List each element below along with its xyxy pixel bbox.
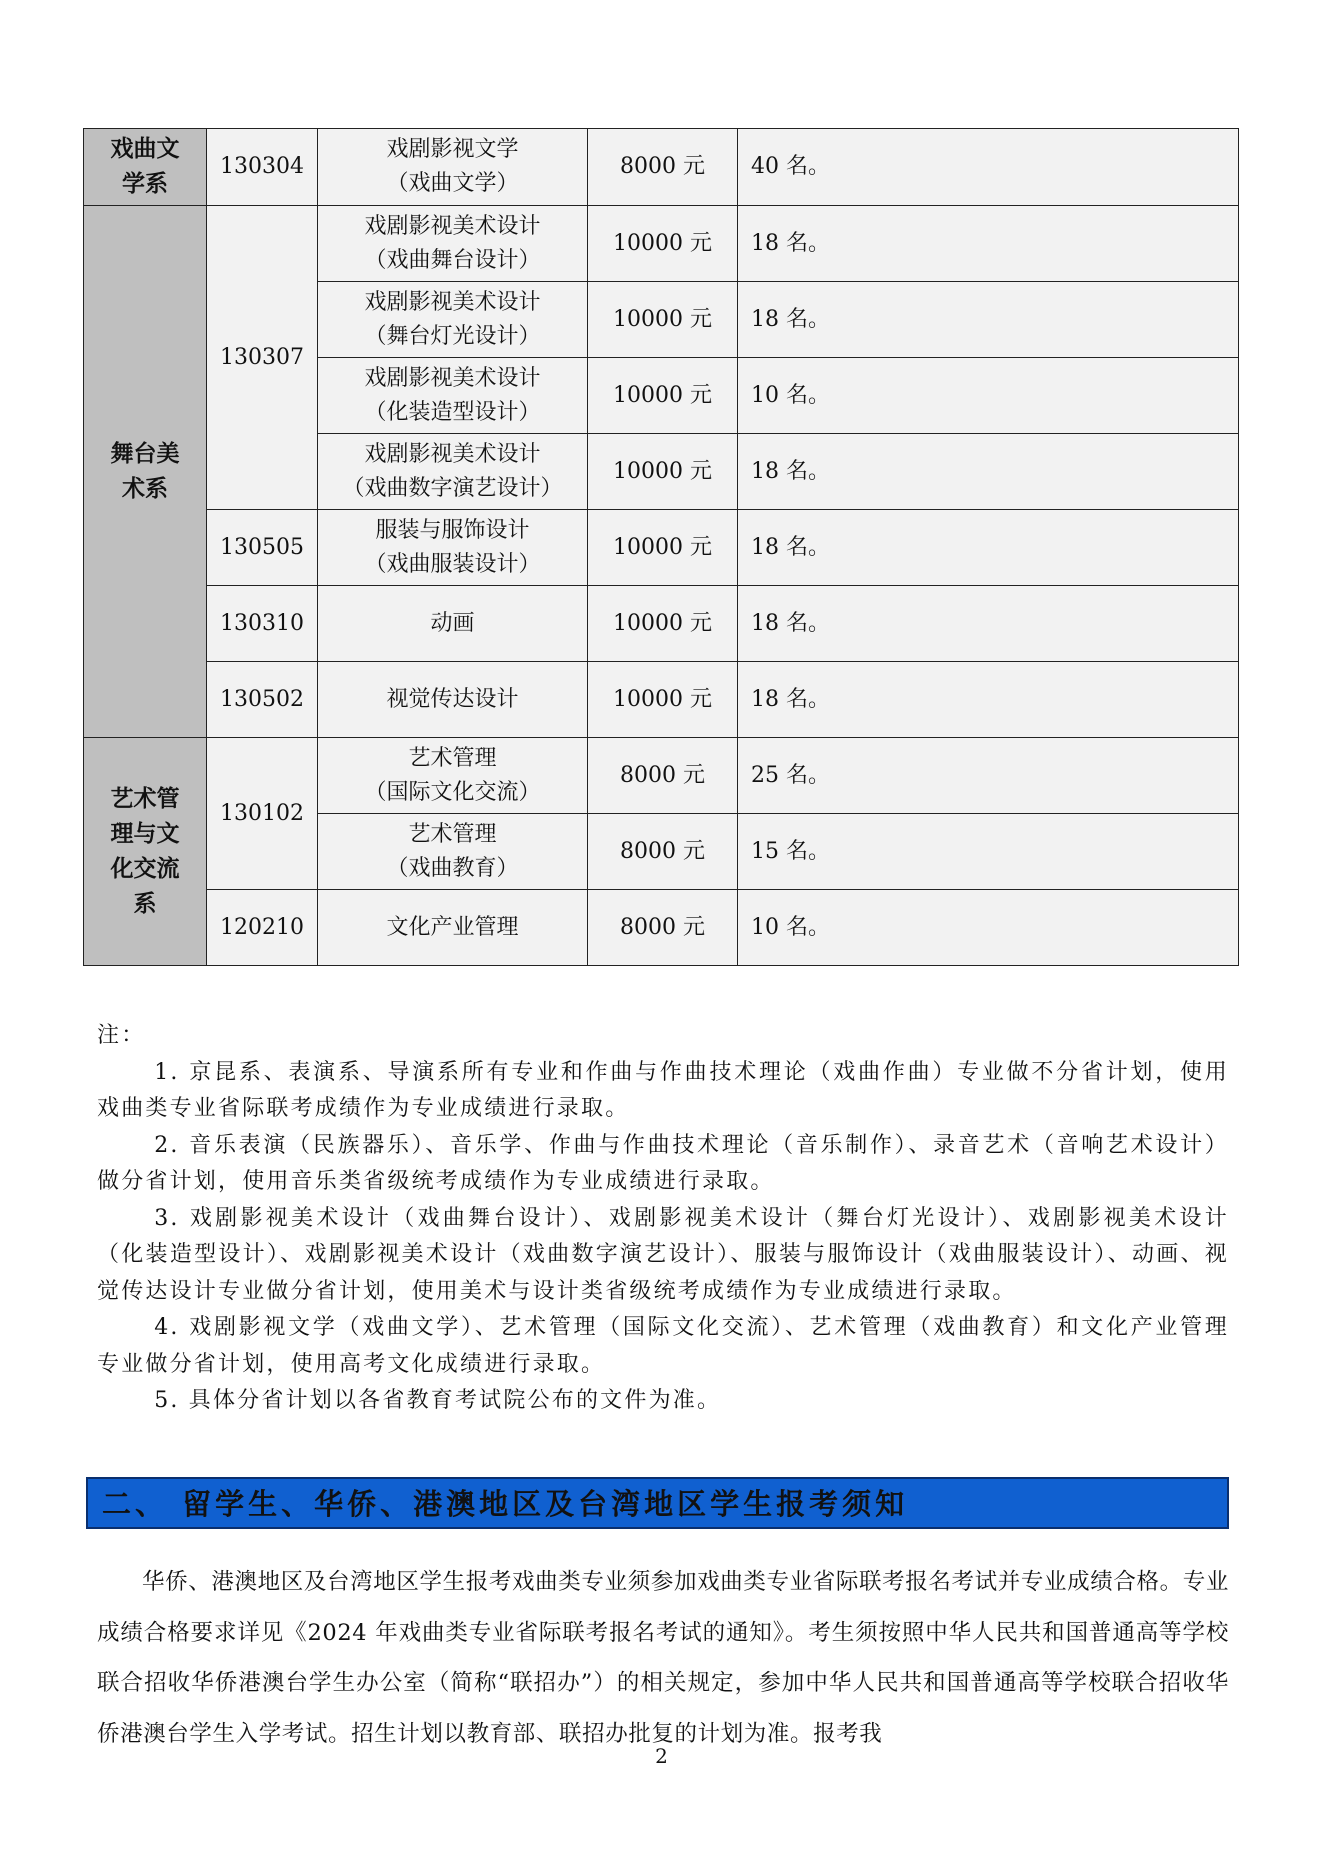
major-name-cell: 文化产业管理 (318, 890, 588, 966)
major-code-cell: 120210 (207, 890, 318, 966)
major-code-cell: 130102 (207, 738, 318, 890)
department-cell: 舞台美术系 (84, 206, 207, 738)
major-name-cell: 动画 (318, 586, 588, 662)
note-item: 4. 戏剧影视文学（戏曲文学）、艺术管理（国际文化交流）、艺术管理（戏曲教育）和文化产业管理专业做分省计划，使用高考文化成绩进行录取。 (97, 1315, 1229, 1377)
major-name-cell: 戏剧影视美术设计 （戏曲舞台设计） (318, 206, 588, 282)
note-item: 1. 京昆系、表演系、导演系所有专业和作曲与作曲技术理论（戏曲作曲）专业做不分省计划，使用戏曲类专业省际联考成绩作为专业成绩进行录取。 (97, 1059, 1229, 1121)
note-item: 2. 音乐表演（民族器乐）、音乐学、作曲与作曲技术理论（音乐制作）、录音艺术（音响艺术设计）做分省计划，使用音乐类省级统考成绩作为专业成绩进行录取。 (97, 1132, 1229, 1194)
tuition-fee-cell: 8000 元 (588, 738, 738, 814)
major-code-cell: 130304 (207, 129, 318, 206)
enrollment-quota-cell: 18 名。 (738, 206, 1239, 282)
tuition-fee-cell: 8000 元 (588, 890, 738, 966)
major-name-cell: 服装与服饰设计 （戏曲服装设计） (318, 510, 588, 586)
major-code-cell: 130502 (207, 662, 318, 738)
tuition-fee-cell: 10000 元 (588, 662, 738, 738)
enrollment-quota-cell: 18 名。 (738, 662, 1239, 738)
tuition-fee-cell: 10000 元 (588, 434, 738, 510)
notes-section (97, 1018, 1229, 1420)
major-name-cell: 戏剧影视文学 （戏曲文学） (318, 129, 588, 206)
tuition-fee-cell: 8000 元 (588, 129, 738, 206)
section-heading-bar (86, 1477, 1229, 1529)
notes-heading: 注： (97, 1023, 146, 1048)
enrollment-quota-cell: 40 名。 (738, 129, 1239, 206)
tuition-fee-cell: 10000 元 (588, 358, 738, 434)
enrollment-quota-cell: 15 名。 (738, 814, 1239, 890)
page-number: 2 (655, 1744, 668, 1768)
major-name-cell: 艺术管理 （戏曲教育） (318, 814, 588, 890)
department-cell: 艺术管理与文化交流系 (84, 738, 207, 966)
major-name-cell: 戏剧影视美术设计 （戏曲数字演艺设计） (318, 434, 588, 510)
table-row (84, 890, 1239, 966)
major-name-cell: 视觉传达设计 (318, 662, 588, 738)
enrollment-quota-cell: 10 名。 (738, 358, 1239, 434)
table-row (84, 206, 1239, 282)
tuition-fee-cell: 10000 元 (588, 586, 738, 662)
tuition-fee-cell: 10000 元 (588, 510, 738, 586)
enrollment-plan-table (83, 128, 1239, 966)
tuition-fee-cell: 8000 元 (588, 814, 738, 890)
table-row (84, 129, 1239, 206)
note-item: 5. 具体分省计划以各省教育考试院公布的文件为准。 (154, 1388, 722, 1413)
note-item: 3. 戏剧影视美术设计（戏曲舞台设计）、戏剧影视美术设计（舞台灯光设计）、戏剧影视美术设计（化装造型设计）、戏剧影视美术设计（戏曲数字演艺设计）、服装与服饰设计（戏曲服装设计）、动画、视觉传达设计专业做分省计划，使用美术与设计类省级统考成绩作为专业成绩进行录取。 (97, 1205, 1229, 1304)
major-code-cell: 130505 (207, 510, 318, 586)
major-code-cell: 130307 (207, 206, 318, 510)
enrollment-quota-cell: 18 名。 (738, 434, 1239, 510)
section-title: 二、 留学生、华侨、港澳地区及台湾地区学生报考须知 (102, 1487, 909, 1521)
enrollment-quota-cell: 18 名。 (738, 586, 1239, 662)
major-name-cell: 艺术管理 （国际文化交流） (318, 738, 588, 814)
major-name-cell: 戏剧影视美术设计 （舞台灯光设计） (318, 282, 588, 358)
table-row (84, 586, 1239, 662)
tuition-fee-cell: 10000 元 (588, 282, 738, 358)
tuition-fee-cell: 10000 元 (588, 206, 738, 282)
enrollment-quota-cell: 10 名。 (738, 890, 1239, 966)
table-row (84, 510, 1239, 586)
major-name-cell: 戏剧影视美术设计 （化装造型设计） (318, 358, 588, 434)
department-cell: 戏曲文学系 (84, 129, 207, 206)
table-row (84, 662, 1239, 738)
table-row (84, 738, 1239, 814)
section-paragraph: 华侨、港澳地区及台湾地区学生报考戏曲类专业须参加戏曲类专业省际联考报名考试并专业成绩合格。专业成绩合格要求详见《2024 年戏曲类专业省际联考报名考试的通知》。考生须按照中华人民共和国普通高等学校联合招收华侨港澳台学生办公室（简称“联招办”）的相关规定，参加中华人民共和国普通高等学校联合招收华侨港澳台学生入学考试。招生计划以教育部、联招办批复的计划为准。报考我 (97, 1569, 1229, 1747)
enrollment-quota-cell: 25 名。 (738, 738, 1239, 814)
enrollment-quota-cell: 18 名。 (738, 510, 1239, 586)
major-code-cell: 130310 (207, 586, 318, 662)
enrollment-quota-cell: 18 名。 (738, 282, 1239, 358)
